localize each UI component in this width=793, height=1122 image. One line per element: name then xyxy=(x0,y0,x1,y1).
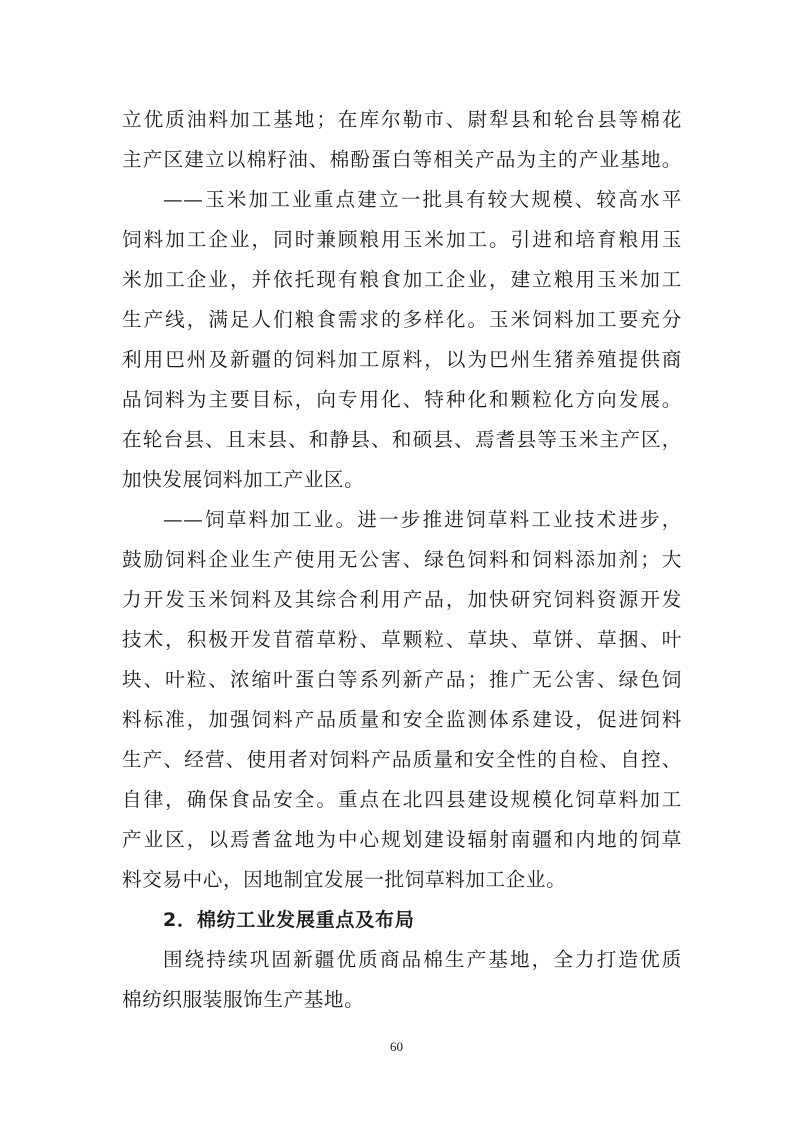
body-text-line: 棉纺织服装服饰生产基地。 xyxy=(122,988,365,1011)
body-text-line: 围绕持续巩固新疆优质商品棉生产基地，全力打造优质 xyxy=(163,948,682,971)
body-text-line: ——玉米加工业重点建立一批具有较大规模、较高水平 xyxy=(163,188,682,211)
body-text-line: ——饲草料加工业。进一步推进饲草料工业技术进步， xyxy=(163,508,682,531)
body-text-line: 主产区建立以棉籽油、棉酚蛋白等相关产品为主的产业基地。 xyxy=(122,148,682,171)
body-text-line: 饲料加工企业，同时兼顾粮用玉米加工。引进和培育粮用玉 xyxy=(122,228,682,251)
body-text-line: 力开发玉米饲料及其综合利用产品，加快研究饲料资源开发 xyxy=(122,588,682,611)
body-text-line: 加快发展饲料加工产业区。 xyxy=(122,468,365,491)
page-number: 60 xyxy=(390,1039,403,1054)
section-heading: 2．棉纺工业发展重点及布局 xyxy=(163,909,415,931)
body-text-line: 米加工企业，并依托现有粮食加工企业，建立粮用玉米加工 xyxy=(122,268,682,291)
body-text-line: 技术，积极开发苜蓿草粉、草颗粒、草块、草饼、草捆、叶 xyxy=(122,628,682,651)
body-text-line: 块、叶粒、浓缩叶蛋白等系列新产品；推广无公害、绿色饲 xyxy=(122,668,682,691)
body-text-line: 立优质油料加工基地；在库尔勒市、尉犁县和轮台县等棉花 xyxy=(122,108,682,131)
body-text-line: 生产、经营、使用者对饲料产品质量和安全性的自检、自控、 xyxy=(122,748,682,771)
body-text-line: 料交易中心，因地制宜发展一批饲草料加工企业。 xyxy=(122,868,567,891)
body-text-line: 自律，确保食品安全。重点在北四县建设规模化饲草料加工 xyxy=(122,788,682,811)
body-text-line: 鼓励饲料企业生产使用无公害、绿色饲料和饲料添加剂；大 xyxy=(122,548,682,571)
body-text-line: 品饲料为主要目标，向专用化、特种化和颗粒化方向发展。 xyxy=(122,388,682,411)
body-text-line: 生产线，满足人们粮食需求的多样化。玉米饲料加工要充分 xyxy=(122,308,682,331)
body-text-line: 料标准，加强饲料产品质量和安全监测体系建设，促进饲料 xyxy=(122,708,682,731)
body-text-line: 产业区，以焉耆盆地为中心规划建设辐射南疆和内地的饲草 xyxy=(122,828,682,851)
body-text-line: 利用巴州及新疆的饲料加工原料，以为巴州生猪养殖提供商 xyxy=(122,348,682,371)
body-text-line: 在轮台县、且末县、和静县、和硕县、焉耆县等玉米主产区， xyxy=(122,428,682,451)
